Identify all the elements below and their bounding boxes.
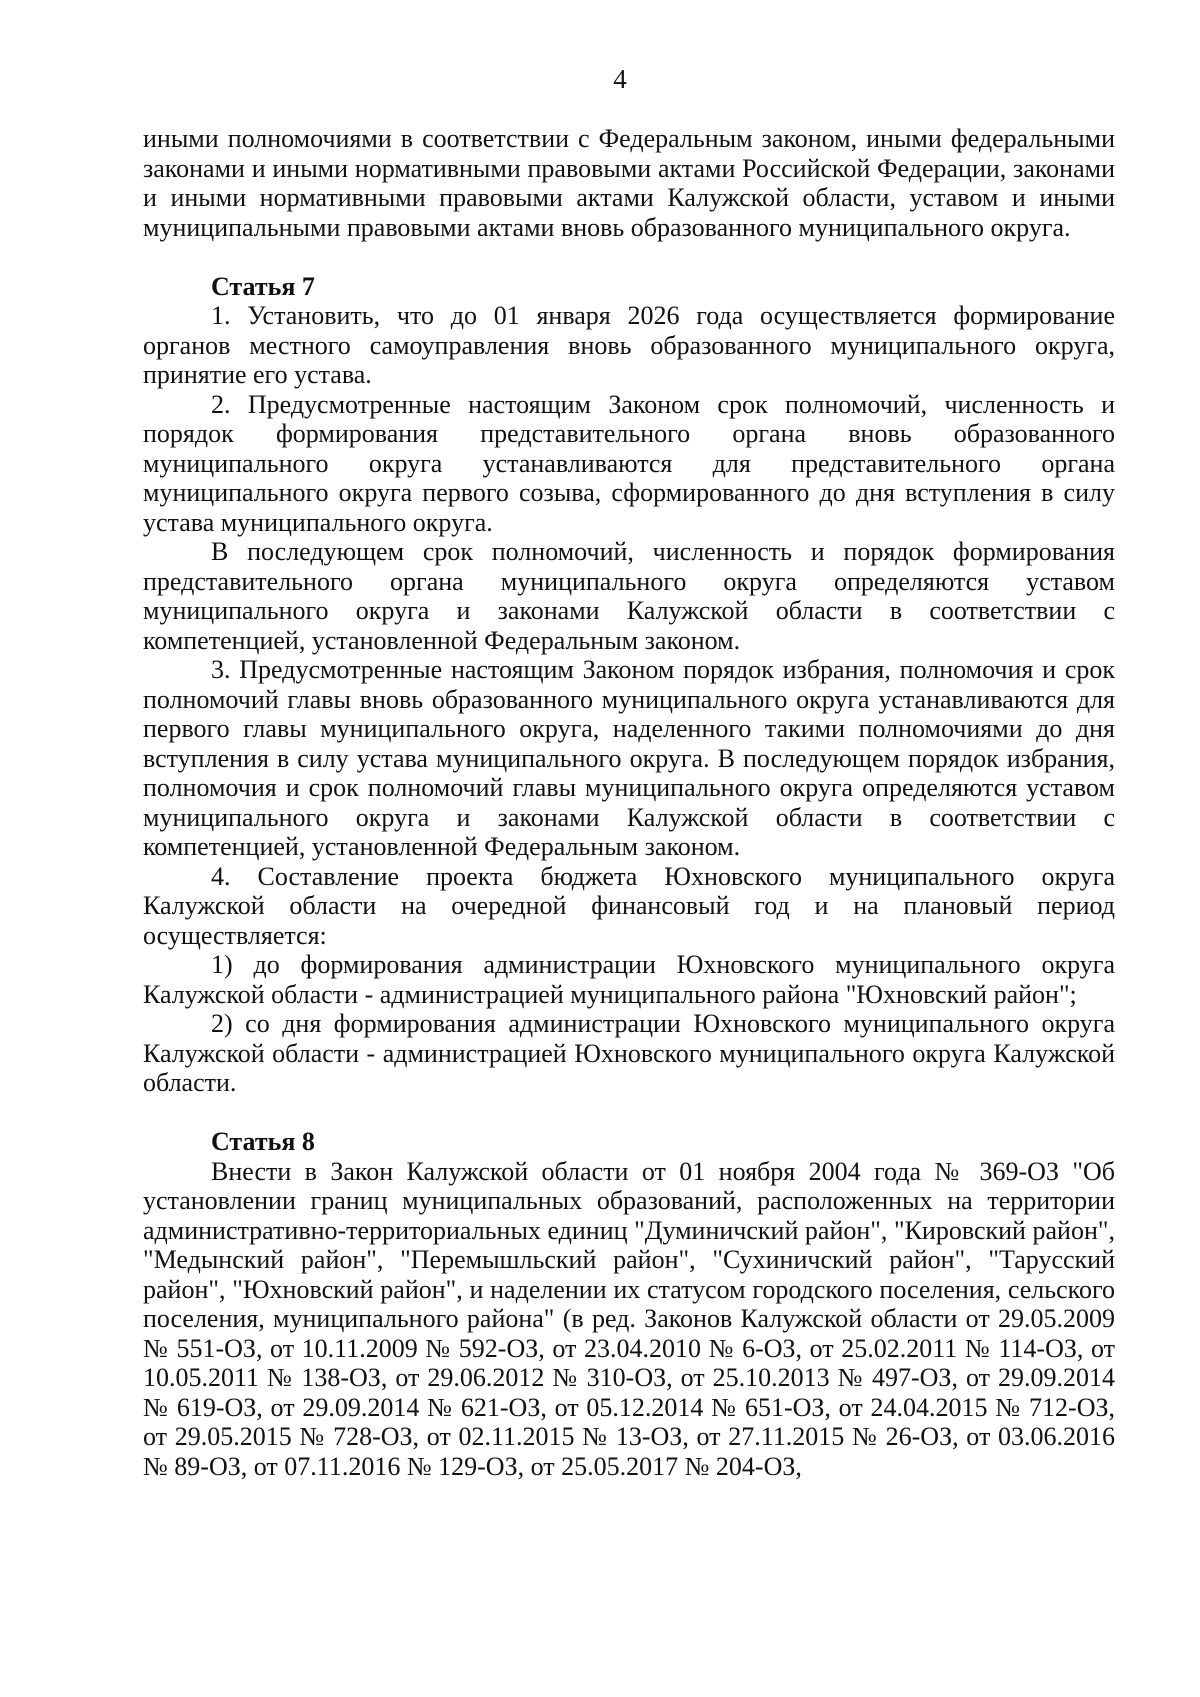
article-8-paragraph: Внести в Закон Калужской области от 01 ноября 2004 года № 369-ОЗ "Об установлении границ муниципальных образований, расположенных на территории административно-территориальных единиц "Думиничский район", "Кировский район", "Медынский район", "Перемышльский район", "Сухиничский район", "Тарусский район", "Юхновский район", и наделении их статусом городского поселения, сельского поселения, муниципального района" (в ред. Законов Калужской области от 29.05.2009 № 551-ОЗ, от 10.11.2009 № 592-ОЗ, от 23.04.2010 № 6-ОЗ, от 25.02.2011 № 114-ОЗ, от 10.05.2011 № 138-ОЗ, от 29.06.2012 № 310-ОЗ, от 25.10.2013 № 497-ОЗ, от 29.09.2014 № 619-ОЗ, от 29.09.2014 № 621-ОЗ, от 05.12.2014 № 651-ОЗ, от 24.04.2015 № 712-ОЗ, от 29.05.2015 № 728-ОЗ, от 02.11.2015 № 13-ОЗ, от 27.11.2015 № 26-ОЗ, от 03.06.2016 № 89-ОЗ, от 07.11.2016 № 129-ОЗ, от 25.05.2017 № 204-ОЗ,: [143, 1156, 1115, 1481]
article-7-item-2: 2. Предусмотренные настоящим Законом срок полномочий, численность и порядок формирования представительного органа вновь образованного муниципального округа устанавливаются для представительного органа муниципального округа первого созыва, сформированного до дня вступления в силу устава муниципального округа.: [143, 389, 1115, 537]
article-7-item-3: 3. Предусмотренные настоящим Законом порядок избрания, полномочия и срок полномочий главы вновь образованного муниципального округа устанавливаются для первого главы муниципального округа, наделенного такими полномочиями до дня вступления в силу устава муниципального округа. В последующем порядок избрания, полномочия и срок полномочий главы муниципального округа определяются уставом муниципального округа и законами Калужской области в соответствии с компетенцией, установленной Федеральным законом.: [143, 655, 1115, 861]
spacer: [143, 1098, 1115, 1128]
article-7-heading: Статья 7: [211, 271, 315, 301]
continuation-paragraph: иными полномочиями в соответствии с Федеральным законом, иными федеральными законами и иными нормативными правовыми актами Российской Федерации, законами и иными нормативными правовыми актами Калужской области, уставом и иными муниципальными правовыми актами вновь образованного муниципального округа.: [143, 124, 1115, 242]
article-7-subitem-2: 2) со дня формирования администрации Юхновского муниципального округа Калужской области - администрацией Юхновского муниципального округа Калужской области.: [143, 1009, 1115, 1097]
article-7-subitem-1: 1) до формирования администрации Юхновского муниципального округа Калужской области - администрацией муниципального района "Юхновский район";: [143, 950, 1115, 1009]
document-body: [143, 124, 1115, 1481]
article-7-item-1: 1. Установить, что до 01 января 2026 года осуществляется формирование органов местного самоуправления вновь образованного муниципального округа, принятие его устава.: [143, 301, 1115, 389]
article-8-heading: Статья 8: [211, 1127, 315, 1156]
article-7-item-2-continuation: В последующем срок полномочий, численность и порядок формирования представительного органа муниципального округа определяются уставом муниципального округа и законами Калужской области в соответствии с компетенцией, установленной Федеральным законом.: [143, 537, 1115, 655]
spacer: [143, 242, 1115, 272]
page-number: 4: [613, 64, 627, 94]
article-7-item-4: 4. Составление проекта бюджета Юхновского муниципального округа Калужской области на очередной финансовый год и на плановый период осуществляется:: [143, 861, 1115, 950]
